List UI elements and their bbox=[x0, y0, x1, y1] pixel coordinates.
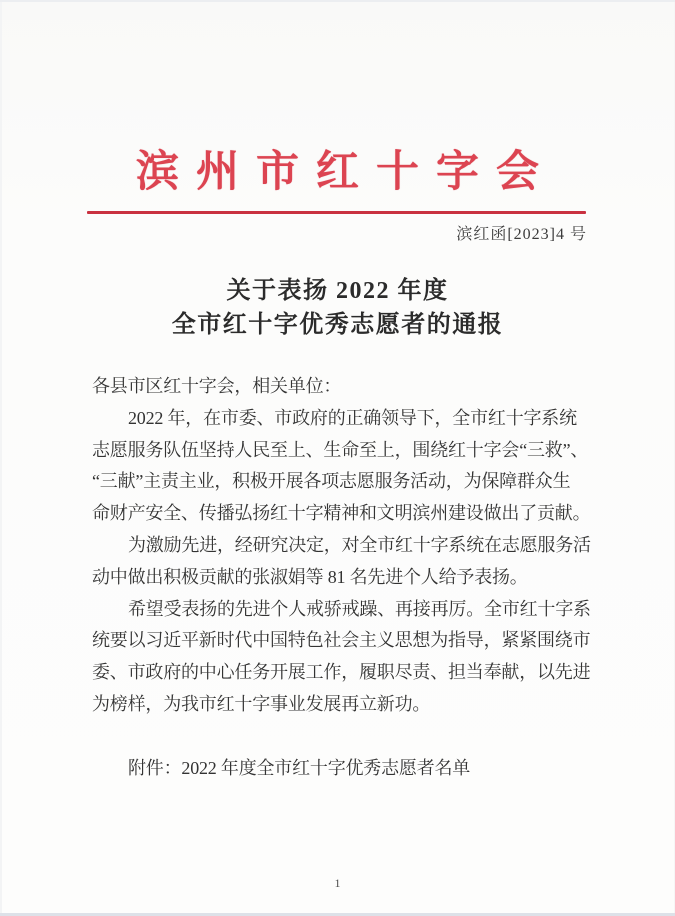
attachment-line: 附件：2022 年度全市红十字优秀志愿者名单 bbox=[128, 758, 471, 778]
body-line: 命财产安全、传播弘扬红十字精神和文明滨州建设做出了贡献。 bbox=[92, 503, 591, 524]
document-title-line1: 关于表扬 2022 年度 bbox=[226, 278, 449, 304]
letterhead-title: 滨州市红十字会 bbox=[136, 149, 556, 196]
body-line: 为激励先进，经研究决定，对全市红十字系统在志愿服务活 bbox=[128, 534, 591, 555]
body-line: 统要以习近平新时代中国特色社会主义思想为指导，紧紧围绕市 bbox=[92, 630, 591, 651]
body-line: 希望受表扬的先进个人戒骄戒躁、再接再厉。全市红十字系 bbox=[128, 598, 591, 619]
letterhead-separator-line bbox=[87, 211, 586, 214]
body-line: “三献”主责主业，积极开展各项志愿服务活动，为保障群众生 bbox=[92, 471, 571, 492]
body-text bbox=[92, 371, 602, 721]
body-line: 各县市区红十字会，相关单位： bbox=[92, 376, 342, 396]
page-number: 1 bbox=[334, 876, 341, 890]
body-line: 为榜样，为我市红十字事业发展再立新功。 bbox=[92, 693, 431, 714]
document-title bbox=[0, 274, 675, 342]
body-line: 动中做出积极贡献的张淑娟等 81 名先进个人给予表扬。 bbox=[92, 566, 528, 587]
body-line: 2022 年，在市委、市政府的正确领导下，全市红十字系统 bbox=[128, 407, 577, 428]
body-line: 志愿服务队伍坚持人民至上、生命至上，围绕红十字会“三救”、 bbox=[92, 439, 589, 460]
document-title-line2: 全市红十字优秀志愿者的通报 bbox=[171, 312, 504, 338]
body-line: 委、市政府的中心任务开展工作，履职尽责、担当奉献，以先进 bbox=[92, 662, 591, 683]
document-number: 滨红函[2023]4 号 bbox=[456, 226, 587, 243]
